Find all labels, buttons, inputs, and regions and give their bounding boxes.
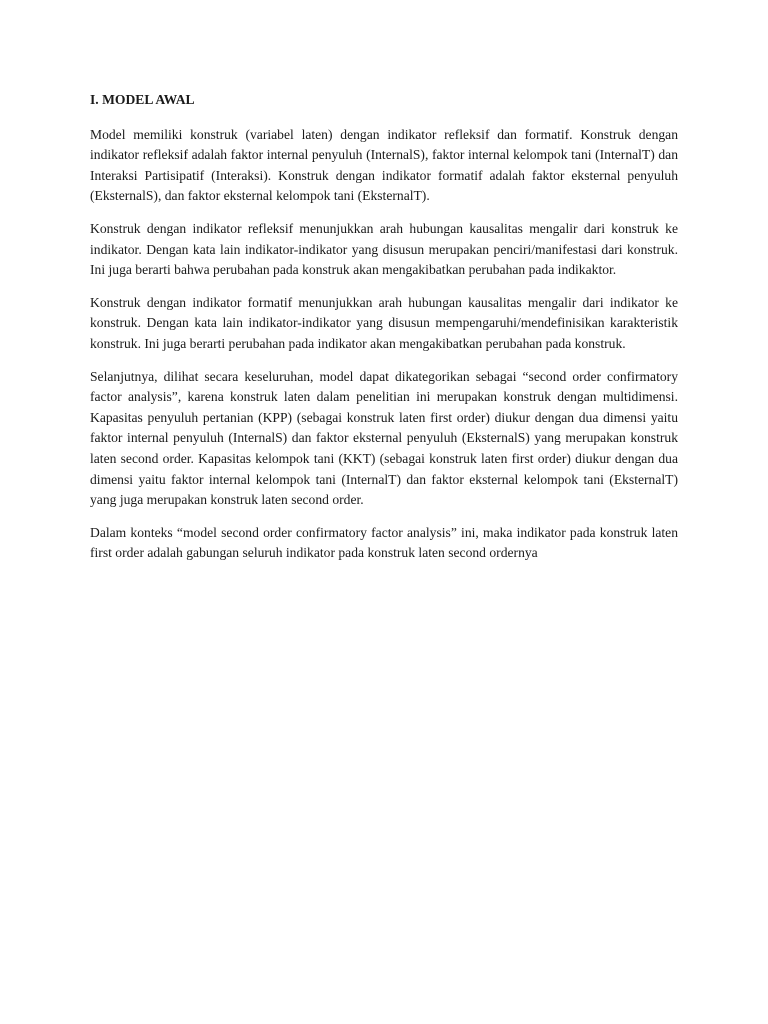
paragraph-context: Dalam konteks “model second order confirmatory factor analysis” ini, maka indikator pada konstruk laten first order adalah gabungan seluruh indikator pada konstruk laten second ordernya bbox=[90, 524, 678, 561]
paragraph-formative-indicators: Konstruk dengan indikator formatif menunjukkan arah hubungan kausalitas mengalir dari indikator ke konstruk. Dengan kata lain indikator-indikator yang disusun mempengaruhi/mendefinisikan karakteristik konstruk. Ini juga berarti perubahan pada indikator akan mengakibatkan perubahan pada konstruk. bbox=[90, 294, 678, 351]
section-heading: I. MODEL AWAL bbox=[90, 92, 195, 107]
paragraph-reflective-indicators: Konstruk dengan indikator refleksif menunjukkan arah hubungan kausalitas mengalir dari konstruk ke indikator. Dengan kata lain indikator-indikator yang disusun merupakan penciri/manifestasi dari konstruk. Ini juga berarti bahwa perubahan pada konstruk akan mengakibatkan perubahan pada indikaktor. bbox=[90, 220, 678, 278]
paragraph-model-constructs: Model memiliki konstruk (variabel laten) dengan indikator refleksif dan formatif. Konstruk dengan indikator refleksif adalah faktor internal penyuluh (InternalS), faktor internal kelompok tani (InternalT) dan Interaksi Partisipatif (Interaksi). Konstruk dengan indikator formatif adalah faktor eksternal penyuluh (EksternalS), dan faktor eksternal kelompok tani (EksternalT). bbox=[90, 126, 678, 204]
paragraph-second-order-model: Selanjutnya, dilihat secara keseluruhan, model dapat dikategorikan sebagai “second order confirmatory factor analysis”, karena konstruk laten dalam penelitian ini merupakan konstruk dengan multidimensi. Kapasitas penyuluh pertanian (KPP) (sebagai konstruk laten first order) diukur dengan dua dimensi yaitu faktor internal penyuluh (InternalS) dan faktor eksternal penyuluh (EksternalS) yang merupakan konstruk laten second order. Kapasitas kelompok tani (KKT) (sebagai konstruk laten first order) diukur dengan dua dimensi yaitu faktor internal kelompok tani (InternalT) dan faktor eksternal kelompok tani (EksternalT) yang juga merupakan konstruk laten second order. bbox=[90, 368, 678, 508]
document-page bbox=[90, 90, 678, 576]
